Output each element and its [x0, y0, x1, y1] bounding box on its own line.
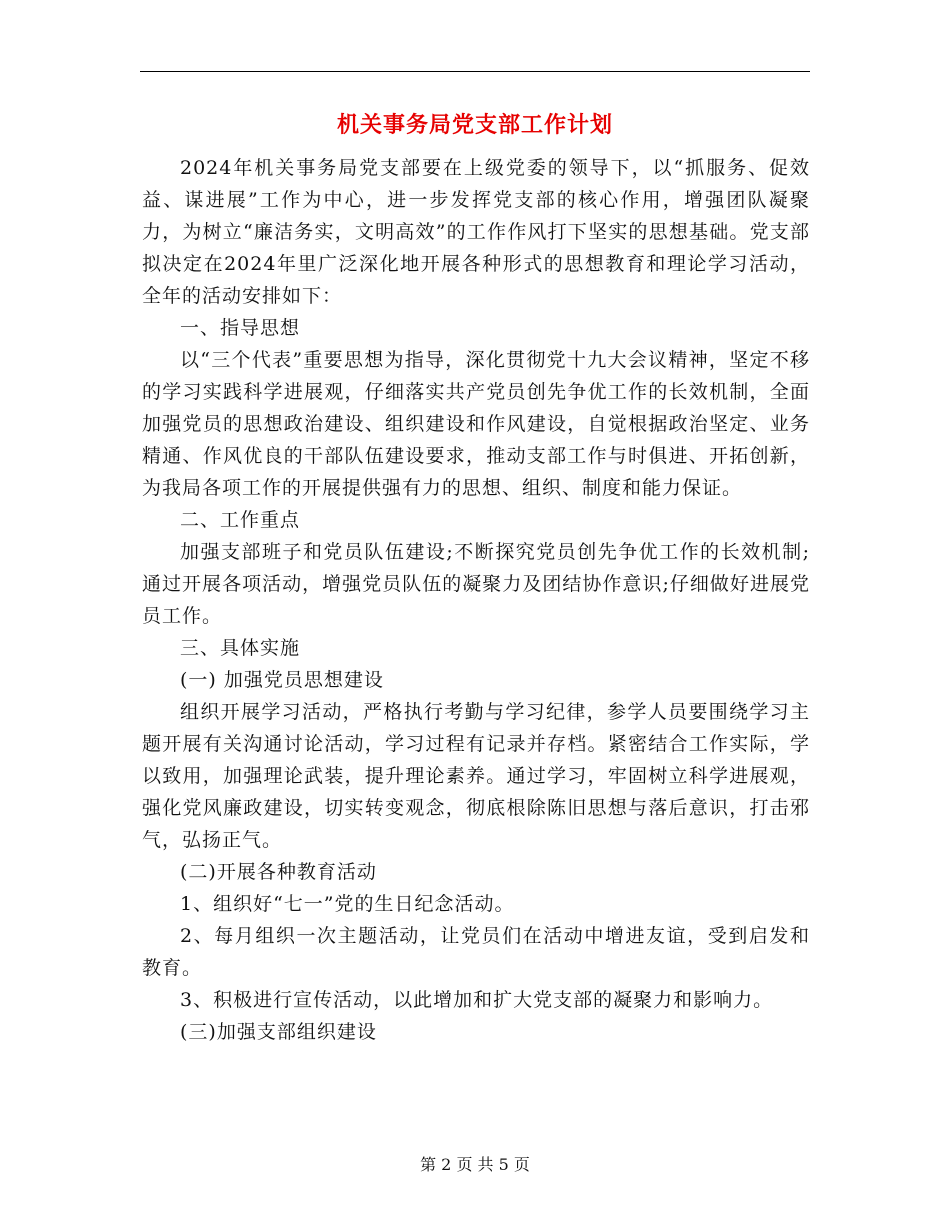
- guiding-thought-paragraph: 以“三个代表”重要思想为指导，深化贯彻党十九大会议精神，坚定不移的学习实践科学进展观，仔细落实共产党员创先争优工作的长效机制，全面加强党员的思想政治建设、组织建设和作风建设，自觉根据政治坚定、业务精通、作风优良的干部队伍建设要求，推动支部工作与时俱进、开拓创新，为我局各项工作的开展提供强有力的思想、组织、制度和能力保证。: [142, 349, 810, 499]
- subsection-heading-education: (二)开展各种教育活动: [180, 861, 377, 883]
- work-focus-paragraph: 加强支部班子和党员队伍建设;不断探究党员创先争优工作的长效机制;通过开展各项活动，增强党员队伍的凝聚力及团结协作意识;仔细做好进展党员工作。: [142, 541, 810, 627]
- document-title: 机关事务局党支部工作计划: [336, 112, 613, 138]
- header-rule: [140, 71, 810, 72]
- intro-paragraph: 2024年机关事务局党支部要在上级党委的领导下，以“抓服务、促效益、谋进展”工作为中心，进一步发挥党支部的核心作用，增强团队凝聚力，为树立“廉洁务实，文明高效”的工作作风打下坚实的思想基础。党支部拟决定在2024年里广泛深化地开展各种形式的思想教育和理论学习活动，全年的活动安排如下：: [142, 157, 810, 307]
- page-number: 第 2 页 共 5 页: [420, 1155, 530, 1174]
- education-item-2: 2、每月组织一次主题活动，让党员们在活动中增进友谊，受到启发和教育。: [142, 925, 810, 979]
- section-heading-work-focus: 二、工作重点: [180, 509, 301, 531]
- ideology-paragraph: 组织开展学习活动，严格执行考勤与学习纪律，参学人员要围绕学习主题开展有关沟通讨论活动，学习过程有记录并存档。紧密结合工作实际，学以致用，加强理论武装，提升理论素养。通过学习，牢固树立科学进展观，强化党风廉政建设，切实转变观念，彻底根除陈旧思想与落后意识，打击邪气，弘扬正气。: [142, 701, 810, 851]
- subsection-heading-ideology: (一) 加强党员思想建设: [180, 669, 384, 691]
- education-item-1: 1、组织好“七一”党的生日纪念活动。: [180, 893, 515, 915]
- education-item-3: 3、积极进行宣传活动，以此增加和扩大党支部的凝聚力和影响力。: [180, 989, 774, 1011]
- section-heading-implementation: 三、具体实施: [180, 637, 301, 659]
- subsection-heading-organization: (三)加强支部组织建设: [180, 1021, 377, 1043]
- document-body: [142, 152, 810, 1048]
- section-heading-guiding-thought: 一、指导思想: [180, 317, 301, 339]
